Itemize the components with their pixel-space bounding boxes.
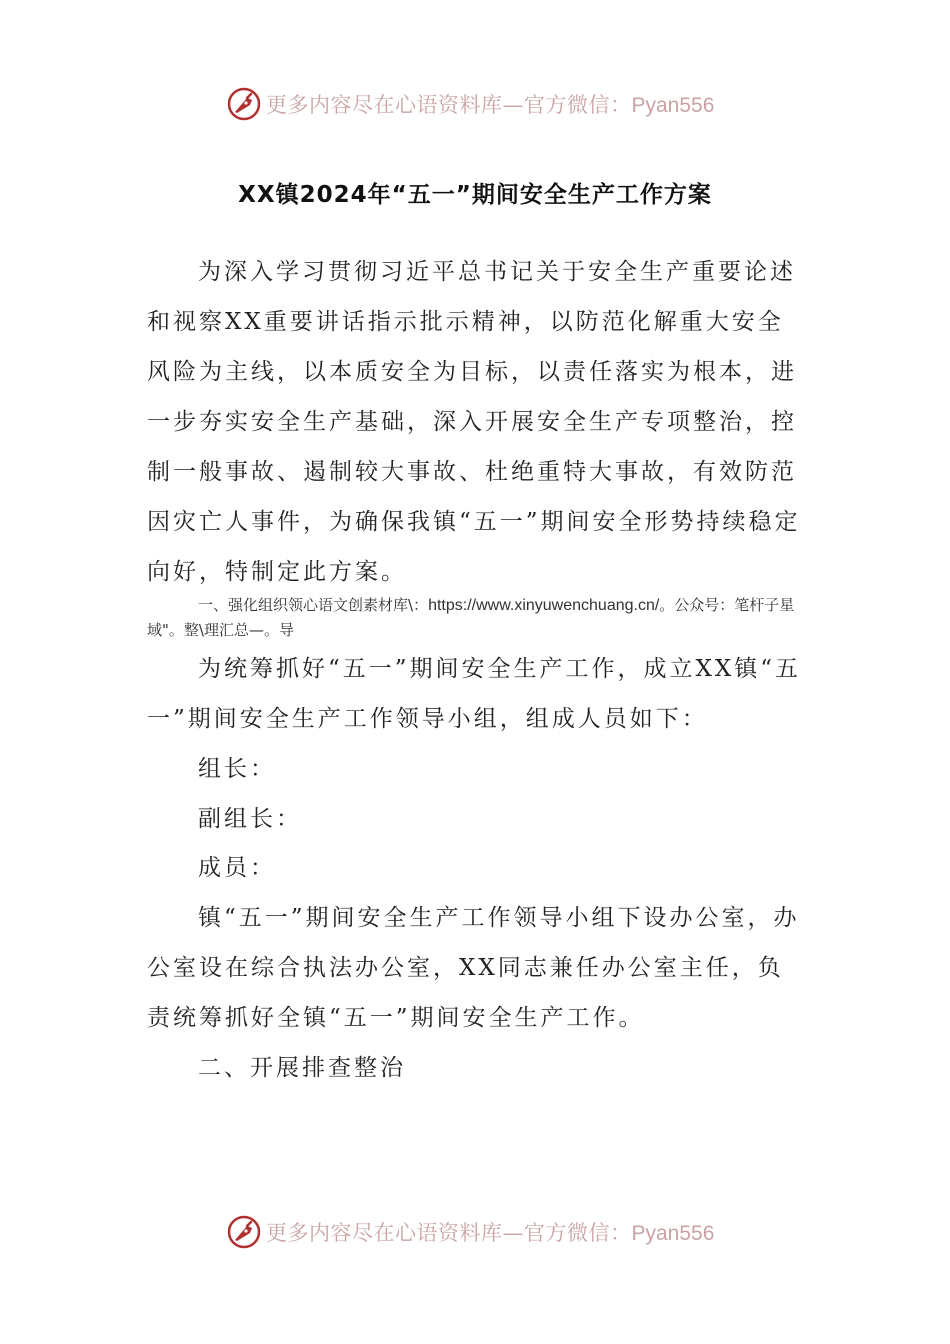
pen-nib-logo-icon	[226, 86, 262, 122]
watermark-banner-top	[226, 82, 746, 126]
section1-heading: 一、强化组织领心语文创素材库\：https://www.xinyuwenchuang.cn/。公众号：笔杆子星域"。整\理汇总—。导	[147, 596, 795, 639]
members-line: 成员：	[198, 855, 276, 881]
section1-paragraph-2: 镇“五一”期间安全生产工作领导小组下设办公室，办公室设在综合执法办公室，XX同志兼任办公室主任，负责统筹抓好全镇“五一”期间安全生产工作。	[147, 905, 800, 1031]
watermark-banner-bottom	[226, 1210, 746, 1254]
section2-heading: 二、开展排查整治	[198, 1055, 406, 1081]
leader-line: 组长：	[198, 756, 276, 782]
pen-nib-logo-icon	[226, 1214, 262, 1250]
watermark-text: 更多内容尽在心语资料库—官方微信：Pyan556	[266, 93, 715, 117]
watermark-text: 更多内容尽在心语资料库—官方微信：Pyan556	[266, 1221, 715, 1245]
document-title: XX镇2024年“五一”期间安全生产工作方案	[238, 182, 712, 208]
section1-paragraph-1: 为统筹抓好“五一”期间安全生产工作，成立XX镇“五一”期间安全生产工作领导小组，组成人员如下：	[147, 656, 802, 732]
intro-paragraph: 为深入学习贯彻习近平总书记关于安全生产重要论述和视察XX重要讲话指示批示精神，以防范化解重大安全风险为主线，以本质安全为目标，以责任落实为根本，进一步夯实安全生产基础，深入开展安全生产专项整治，控制一般事故、遏制较大事故、杜绝重特大事故，有效防范因灾亡人事件，为确保我镇“五一”期间安全形势持续稳定向好，特制定此方案。	[147, 259, 801, 585]
deputy-leader-line: 副组长：	[198, 806, 302, 832]
